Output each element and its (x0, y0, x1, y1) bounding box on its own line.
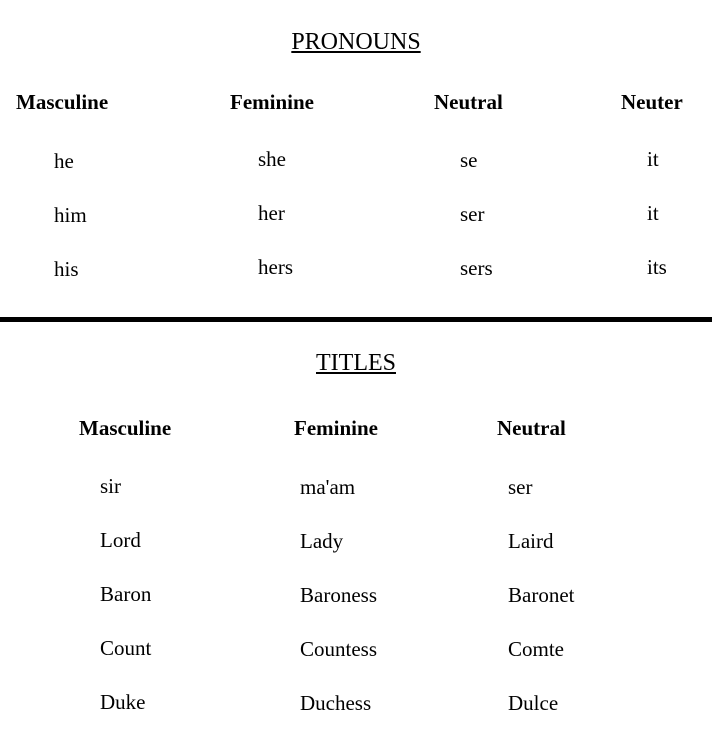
title-cell: Lord (100, 528, 141, 552)
pronoun-cell: sers (460, 256, 493, 280)
titles-header-neutral: Neutral (497, 416, 566, 440)
pronoun-cell: it (647, 147, 659, 171)
title-cell: Comte (508, 637, 564, 661)
title-cell: Lady (300, 529, 344, 553)
titles-title: TITLES (316, 350, 396, 376)
title-cell: ma'am (300, 475, 356, 499)
pronouns-header-feminine: Feminine (230, 90, 314, 114)
title-cell: Duchess (300, 691, 372, 715)
title-cell: Laird (508, 529, 554, 553)
pronoun-cell: se (460, 148, 478, 172)
pronoun-cell: his (54, 257, 79, 281)
title-cell: Count (100, 636, 152, 660)
title-cell: Countess (300, 637, 378, 661)
titles-header-masculine: Masculine (79, 416, 172, 440)
pronoun-cell: her (258, 201, 285, 225)
pronoun-cell: him (54, 203, 87, 227)
title-cell: Baron (100, 582, 152, 606)
title-cell: Baronet (508, 583, 575, 607)
pronouns-title: PRONOUNS (291, 29, 421, 55)
title-cell: Dulce (508, 691, 559, 715)
pronouns-header-neuter: Neuter (621, 90, 683, 114)
pronoun-cell: its (647, 255, 667, 279)
pronouns-header-masculine: Masculine (16, 90, 109, 114)
title-cell: Baroness (300, 583, 377, 607)
titles-header-feminine: Feminine (294, 416, 378, 440)
pronoun-cell: ser (460, 202, 485, 226)
pronoun-cell: it (647, 201, 659, 225)
pronoun-cell: he (54, 149, 74, 173)
pronoun-cell: hers (258, 255, 293, 279)
section-divider (0, 317, 712, 322)
title-cell: Duke (100, 690, 146, 714)
title-cell: ser (508, 475, 533, 499)
pronoun-cell: she (258, 147, 286, 171)
title-cell: sir (100, 474, 121, 498)
pronouns-header-neutral: Neutral (434, 90, 503, 114)
